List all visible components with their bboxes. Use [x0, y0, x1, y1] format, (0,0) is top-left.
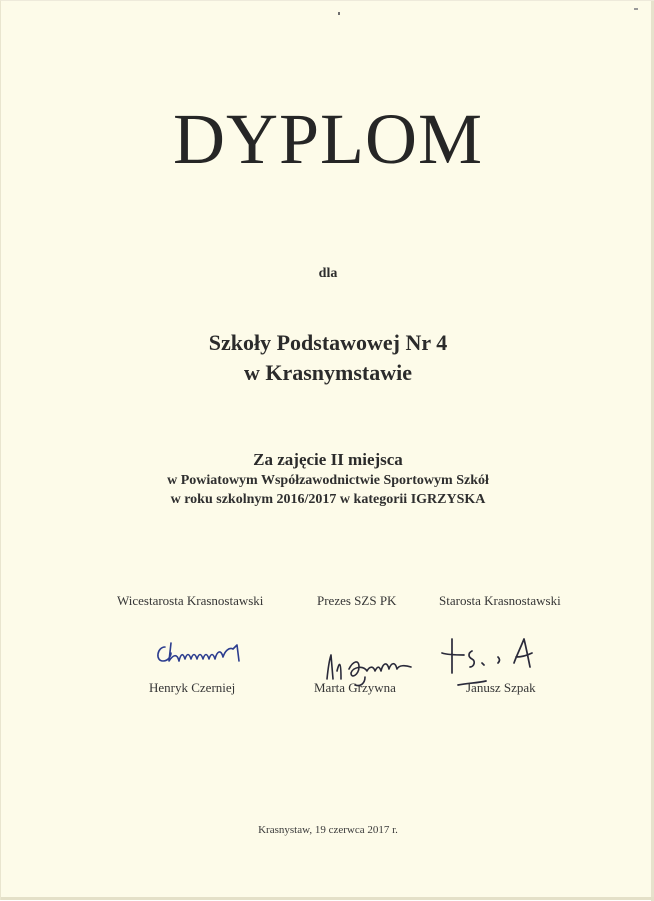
recipient-line-1: Szkoły Podstawowej Nr 4 — [208, 330, 448, 355]
recipient-line-2: w Krasnymstawie — [243, 360, 413, 385]
for-label: dla — [318, 266, 338, 281]
award-line-2: w roku szkolnym 2016/2017 w kategorii IGRZYSKA — [170, 492, 486, 507]
signatory-name-3: Janusz Szpak — [466, 680, 536, 695]
signature-1 — [151, 639, 247, 671]
signatory-role-3: Starosta Krasnostawski — [439, 593, 561, 608]
diploma-title: DYPLOM — [172, 99, 484, 179]
scan-speck — [338, 12, 340, 15]
place-and-date: Krasnystaw, 19 czerwca 2017 r. — [258, 824, 398, 836]
recipient-block — [1, 328, 654, 388]
signatory-role-2: Prezes SZS PK — [317, 593, 397, 608]
award-line-1: w Powiatowym Współzawodnictwie Sportowym Szkół — [167, 473, 489, 488]
signatory-name-1: Henryk Czerniej — [149, 680, 236, 695]
signatory-name-2: Marta Grzywna — [314, 680, 396, 695]
signatory-role-1: Wicestarosta Krasnostawski — [117, 593, 264, 608]
award-heading: Za zajęcie II miejsca — [253, 450, 403, 469]
scan-speck — [634, 8, 638, 10]
